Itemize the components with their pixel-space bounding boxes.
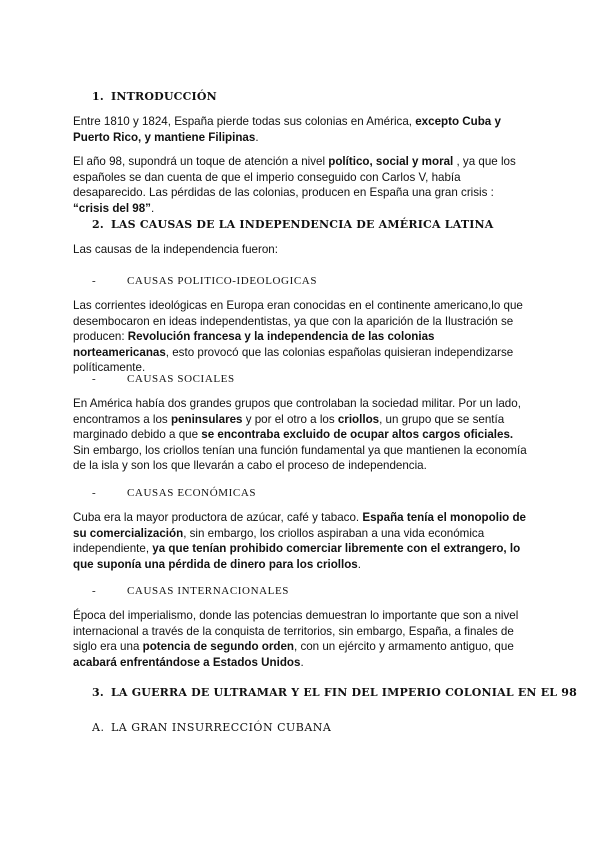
section-heading-guerra bbox=[92, 686, 577, 699]
paragraph-internacionales bbox=[73, 608, 528, 670]
text-run: Época del imperialismo, donde las potencias demuestran lo importante que son a nivel internacional a través de la conquista de territorios, sin embargo, España, a finales de siglo era una bbox=[73, 609, 519, 654]
subheading-title: CAUSAS ECONÓMICAS bbox=[127, 487, 257, 499]
section-number: 2. bbox=[92, 218, 104, 231]
text-run: El año 98, supondrá un toque de atención a nivel bbox=[73, 155, 329, 168]
text-run: . bbox=[357, 557, 361, 571]
section-number: 3. bbox=[92, 686, 104, 699]
text-run: . bbox=[300, 655, 304, 669]
paragraph-causes-intro: Las causas de la independencia fueron: bbox=[73, 243, 278, 256]
section-heading-introduccion bbox=[92, 90, 547, 103]
bold-run: “crisis del 98” bbox=[73, 201, 151, 215]
paragraph-economicas bbox=[73, 510, 528, 572]
text-run: Entre 1810 y 1824, España pierde todas sus colonias en América, bbox=[73, 115, 416, 128]
subsection-heading-insurreccion bbox=[92, 721, 547, 734]
list-dash: - bbox=[92, 275, 97, 287]
text-run: , sin embargo, los criollos aspiraban a una vida económica independiente, bbox=[73, 526, 485, 556]
subheading-internacionales bbox=[92, 585, 547, 597]
text-run: , ya que los españoles se dan cuenta de que el imperio conseguido con Carlos V, había desaparecido. Las pérdidas de las colonias, producen en España una gran crisis : bbox=[73, 155, 516, 200]
section-number: 1. bbox=[92, 90, 104, 103]
list-dash: - bbox=[92, 487, 97, 499]
text-run: En América había dos grandes grupos que controlaban la sociedad militar. Por un lado, encontramos a los bbox=[73, 397, 521, 426]
bold-run: Revolución francesa y la independencia de las colonias norteamericanas bbox=[73, 330, 435, 359]
bold-run: político, social y moral bbox=[328, 155, 454, 168]
bold-run: se encontraba excluido de ocupar altos cargos oficiales. bbox=[201, 428, 514, 442]
section-title: INTRODUCCIÓN bbox=[111, 90, 217, 103]
paragraph-intro-1 bbox=[73, 114, 528, 145]
subheading-economicas bbox=[92, 487, 547, 499]
subheading-sociales bbox=[92, 373, 547, 385]
subheading-title: CAUSAS POLITICO-IDEOLOGICAS bbox=[127, 275, 318, 287]
bold-run: ya que tenían prohibido comerciar libremente con el extrangero, lo que suponía una pérdida de dinero para los criollos bbox=[73, 542, 521, 571]
subheading-title: CAUSAS SOCIALES bbox=[127, 373, 235, 385]
text-run: , un grupo que se sentía marginado debido a que bbox=[73, 412, 505, 442]
section-title: LAS CAUSAS DE LA INDEPENDENCIA DE AMÉRICA LATINA bbox=[111, 218, 494, 231]
text-run: y por el otro a los bbox=[242, 412, 338, 426]
list-dash: - bbox=[92, 373, 97, 385]
text-run: Sin embargo, los criollos tenían una función fundamental ya que mantienen la economía de la isla y son los que llevarán a cabo el proceso de independencia. bbox=[73, 443, 527, 473]
bold-run: acabará enfrentándose a Estados Unidos bbox=[73, 655, 301, 669]
subsection-title: LA GRAN INSURRECCIÓN CUBANA bbox=[111, 721, 332, 734]
list-dash: - bbox=[92, 585, 97, 597]
text-run: Las corrientes ideológicas en Europa eran conocidas en el continente americano,lo que desembocaron en ideas independentistas, ya que con la aparición de la Ilustración se producen: bbox=[73, 299, 523, 344]
bold-run: peninsulares bbox=[170, 412, 243, 426]
text-run: , esto provocó que las colonias españolas quisieran independizarse políticamente. bbox=[73, 345, 514, 375]
paragraph-intro-2 bbox=[73, 154, 528, 216]
bold-run: potencia de segundo orden bbox=[142, 640, 294, 654]
text-run: Cuba era la mayor productora de azúcar, café y tabaco. bbox=[73, 511, 363, 524]
section-title: LA GUERRA DE ULTRAMAR Y EL FIN DEL IMPERIO COLONIAL EN EL 98 bbox=[111, 686, 577, 699]
subheading-title: CAUSAS INTERNACIONALES bbox=[127, 585, 290, 597]
bold-run: excepto Cuba y Puerto Rico, y mantiene Filipinas bbox=[73, 115, 501, 144]
bold-run: España tenía el monopolio de su comercialización bbox=[73, 511, 527, 540]
text-run: . bbox=[255, 130, 259, 144]
text-run: , con un ejército y armamento antiguo, que bbox=[294, 640, 514, 654]
subheading-politico-ideologicas bbox=[92, 275, 547, 287]
paragraph-sociales bbox=[73, 396, 528, 474]
bold-run: criollos bbox=[337, 412, 380, 426]
paragraph-politico bbox=[73, 298, 528, 376]
section-heading-causas bbox=[92, 218, 547, 231]
subsection-letter: A. bbox=[92, 721, 105, 734]
text-run: . bbox=[150, 201, 155, 215]
